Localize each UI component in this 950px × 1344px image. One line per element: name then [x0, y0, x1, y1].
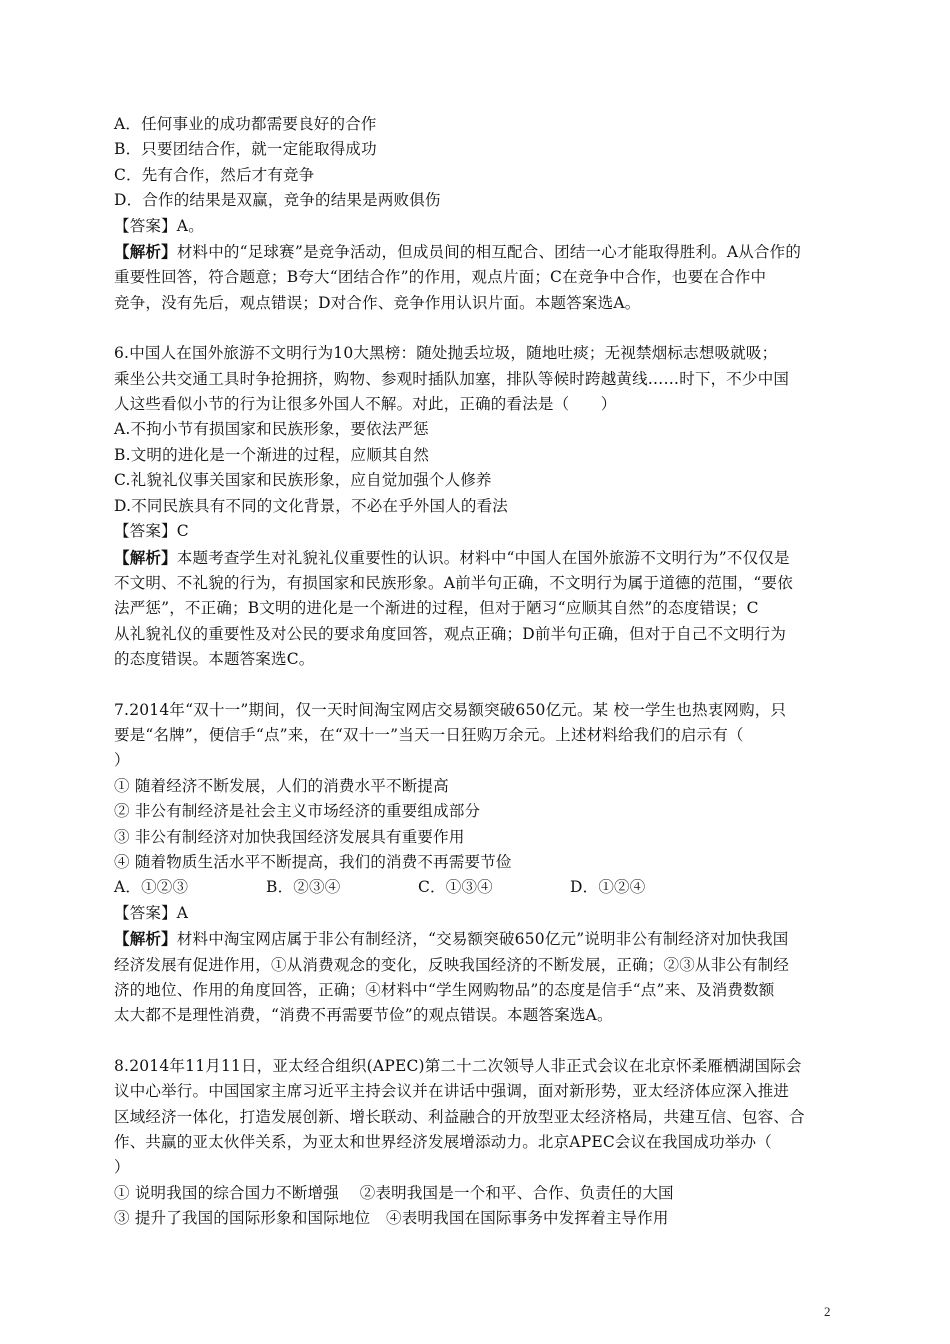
- q7-statement-3: ③ 非公有制经济对加快我国经济发展具有重要作用: [114, 827, 465, 846]
- q7-analysis-line: 经济发展有促进作用，①从消费观念的变化，反映我国经济的不断发展，正确；②③从非公有制经: [114, 955, 790, 974]
- q8-statements-1-2: ① 说明我国的综合国力不断增强 ②表明我国是一个和平、合作、负责任的大国: [114, 1183, 674, 1202]
- q7-choice-a: A．①②③: [114, 878, 189, 897]
- q8-stem-line: 议中心举行。中国国家主席习近平主持会议并在讲话中强调，面对新形势，亚太经济体应深入推进: [114, 1082, 790, 1101]
- q7-analysis-line: 济的地位、作用的角度回答，正确；④材料中“学生网购物品”的态度是信手“点”来、及消费数额: [114, 981, 775, 999]
- q7-choice-b: B．②③④: [266, 878, 341, 897]
- q5-option-b: B．只要团结合作，就一定能取得成功: [114, 140, 377, 159]
- q6-analysis-line: 的态度错误。本题答案选C。: [114, 650, 315, 669]
- q5-analysis-line: 【解析】材料中的“足球赛”是竞争活动，但成员间的相互配合、团结一心才能取得胜利。A从合作的: [114, 242, 802, 262]
- q5-option-c: C．先有合作，然后才有竞争: [114, 165, 315, 184]
- q7-statement-1: ① 随着经济不断发展，人们的消费水平不断提高: [114, 776, 449, 795]
- q6-answer: 【答案】C: [114, 522, 189, 541]
- q6-analysis-line: 法严惩”，不正确；B文明的进化是一个渐进的过程，但对于陋习“应顺其自然”的态度错误；C: [114, 599, 759, 618]
- q7-statement-2: ② 非公有制经济是社会主义市场经济的重要组成部分: [114, 802, 481, 821]
- q6-option-c: C.礼貌礼仪事关国家和民族形象，应自觉加强个人修养: [114, 471, 492, 490]
- q7-analysis-line: 太大都不是理性消费，“消费不再需要节俭”的观点错误。本题答案选A。: [114, 1006, 613, 1025]
- q5-analysis-line: 竞争，没有先后，观点错误；D对合作、竞争作用认识片面。本题答案选A。: [114, 293, 641, 312]
- q5-answer: 【答案】A。: [114, 216, 204, 235]
- q7-choices: [114, 875, 844, 900]
- analysis-tag: 【解析】: [114, 547, 177, 567]
- q8-stem-line: 8.2014年11月11日，亚太经合组织(APEC)第二十二次领导人非正式会议在北京怀柔雁栖湖国际会: [114, 1056, 802, 1075]
- q6-stem-line: 6.中国人在国外旅游不文明行为10大黑榜：随处抛丢垃圾，随地吐痰；无视禁烟标志想吸就吸；: [114, 344, 778, 363]
- page-number: 2: [824, 1304, 831, 1319]
- q5-option-a: A．任何事业的成功都需要良好的合作: [114, 115, 377, 133]
- q6-analysis-line: 不文明、不礼貌的行为，有损国家和民族形象。A前半句正确，不文明行为属于道德的范围，“要依: [114, 573, 793, 592]
- q7-stem-line: ）: [114, 751, 130, 770]
- q7-analysis-line: 【解析】材料中淘宝网店属于非公有制经济，“交易额突破650亿元”说明非公有制经济对加快我国: [114, 929, 789, 949]
- q7-answer: 【答案】A: [114, 903, 189, 922]
- q6-option-d: D.不同民族具有不同的文化背景，不必在乎外国人的看法: [114, 496, 509, 515]
- analysis-tag: 【解析】: [114, 242, 177, 262]
- analysis-tag: 【解析】: [114, 929, 177, 949]
- document-page: [114, 112, 844, 1232]
- q6-analysis-line: 从礼貌礼仪的重要性及对公民的要求角度回答，观点正确；D前半句正确，但对于自己不文明行为: [114, 624, 787, 643]
- q7-choice-d: D．①②④: [570, 878, 646, 897]
- q7-statement-4: ④ 随着物质生活水平不断提高，我们的消费不再需要节俭: [114, 852, 512, 871]
- q7-stem-line: 7.2014年“双十一”期间，仅一天时间淘宝网店交易额突破650亿元。某 校一学生也热衷网购，只: [114, 700, 787, 719]
- q8-stem-line: 作、共赢的亚太伙伴关系，为亚太和世界经济发展增添动力。北京APEC会议在我国成功举办（: [114, 1133, 772, 1152]
- q8-stem-line: 区域经济一体化，打造发展创新、增长联动、利益融合的开放型亚太经济格局，共建互信、包容、合: [114, 1107, 805, 1126]
- q6-analysis-line: 【解析】本题考查学生对礼貌礼仪重要性的认识。材料中“中国人在国外旅游不文明行为”不仅仅是: [114, 547, 790, 567]
- q6-stem-line: 人这些看似小节的行为让很多外国人不解。对此，正确的看法是（ ）: [114, 395, 617, 414]
- q6-option-b: B.文明的进化是一个渐进的过程，应顺其自然: [114, 445, 430, 464]
- q6-option-a: A.不拘小节有损国家和民族形象，要依法严惩: [114, 420, 429, 439]
- q7-choice-c: C．①③④: [418, 878, 493, 897]
- q8-stem-line: ）: [114, 1158, 130, 1177]
- q7-stem-line: 要是“名牌”，便信手“点”来，在“双十一”当天一日狂购万余元。上述材料给我们的启示有（: [114, 725, 744, 744]
- q8-statements-3-4: ③ 提升了我国的国际形象和国际地位 ④表明我国在国际事务中发挥着主导作用: [114, 1209, 669, 1228]
- q6-stem-line: 乘坐公共交通工具时争抢拥挤，购物、参观时插队加塞，排队等候时跨越黄线……时下，不少中国: [114, 369, 790, 388]
- q5-analysis-line: 重要性回答，符合题意；B夸大“团结合作”的作用，观点片面；C在竞争中合作，也要在合作中: [114, 268, 767, 287]
- q5-option-d: D．合作的结果是双赢，竞争的结果是两败俱伤: [114, 191, 441, 210]
